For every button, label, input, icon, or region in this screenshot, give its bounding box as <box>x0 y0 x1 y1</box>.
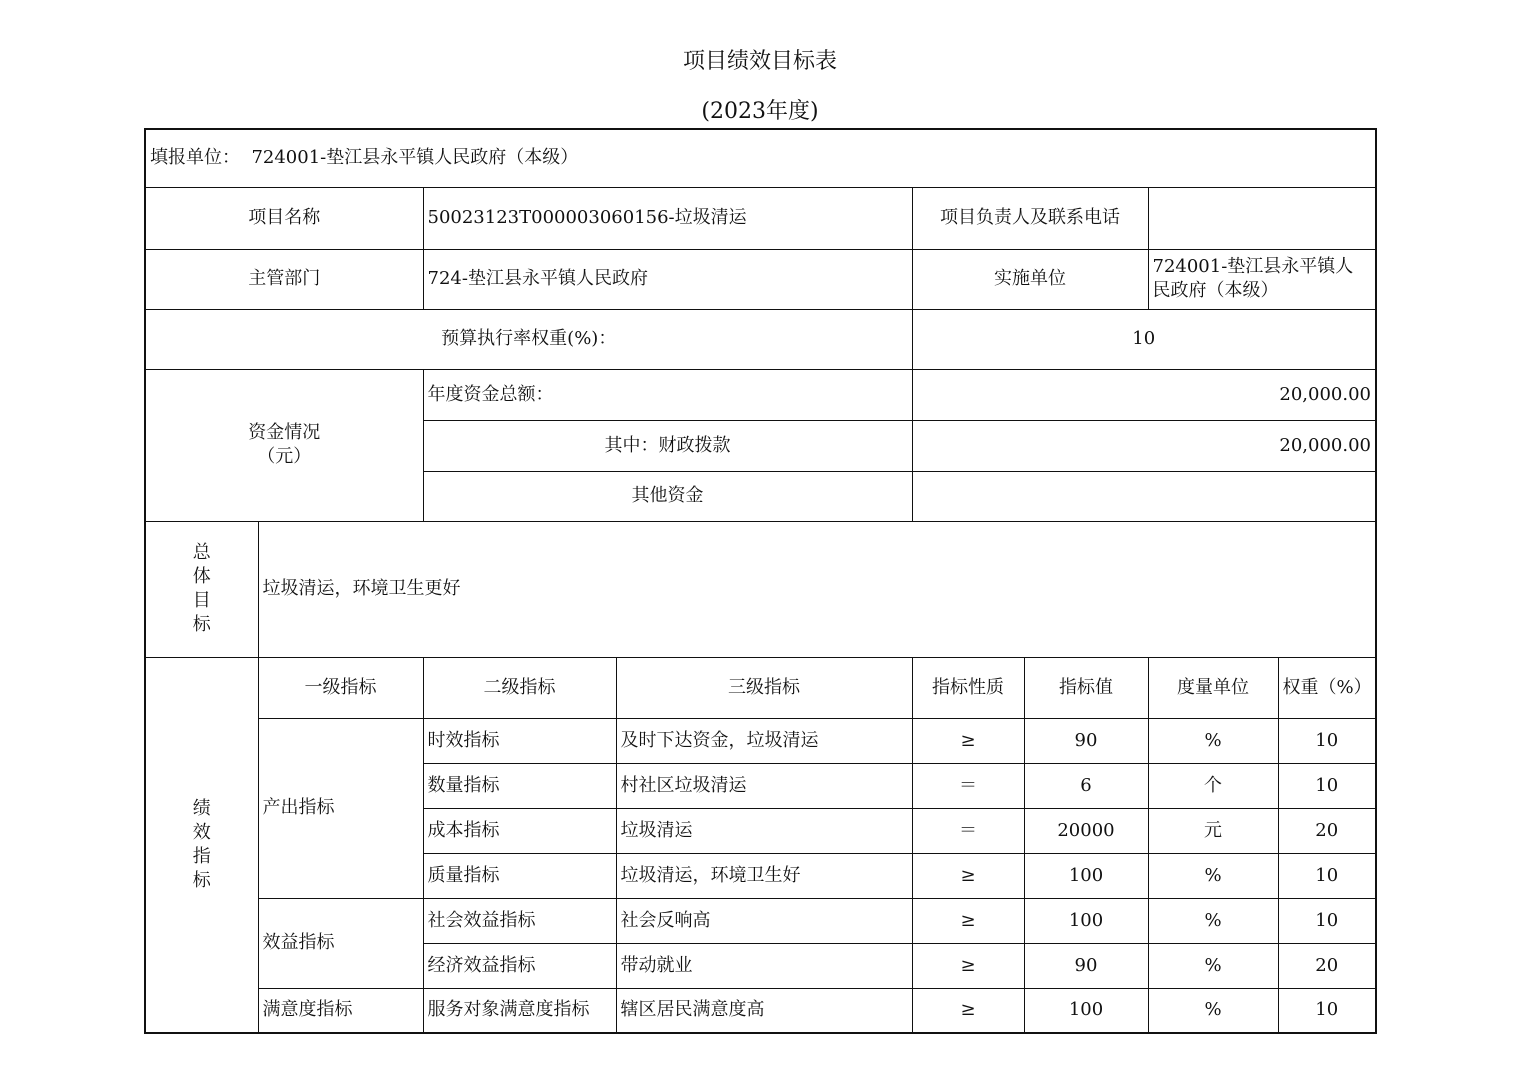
indicator-nature: ≥ <box>912 718 1024 763</box>
header-level1: 一级指标 <box>258 657 423 718</box>
indicator-level3: 垃圾清运 <box>616 808 912 853</box>
overall-goal-char: 标 <box>192 614 211 635</box>
impl-unit-label: 实施单位 <box>912 249 1148 309</box>
overall-goal-label <box>145 521 258 657</box>
header-level2: 二级指标 <box>423 657 616 718</box>
indicator-unit: % <box>1148 853 1278 898</box>
perf-label-char: 指 <box>192 845 211 867</box>
indicator-value: 90 <box>1024 718 1148 763</box>
project-lead-value <box>1148 187 1376 249</box>
indicator-unit: % <box>1148 943 1278 988</box>
overall-goal-value: 垃圾清运，环境卫生更好 <box>258 521 1376 657</box>
table-row <box>145 988 1376 1033</box>
budget-rate-label: 预算执行率权重(%)： <box>145 309 912 369</box>
page-subtitle: (2023年度) <box>701 99 819 124</box>
impl-unit-value: 724001-垫江县永平镇人民政府（本级） <box>1148 249 1376 309</box>
project-name-value: 50023123T000003060156-垃圾清运 <box>423 187 912 249</box>
indicator-weight: 20 <box>1278 943 1376 988</box>
budget-rate-value: 10 <box>912 309 1376 369</box>
indicator-unit: 个 <box>1148 763 1278 808</box>
indicator-level2: 社会效益指标 <box>423 898 616 943</box>
indicator-level3: 及时下达资金，垃圾清运 <box>616 718 912 763</box>
table-row <box>145 718 1376 763</box>
reporting-unit-cell <box>145 129 1376 187</box>
header-level3: 三级指标 <box>616 657 912 718</box>
indicator-level2: 数量指标 <box>423 763 616 808</box>
indicator-weight: 10 <box>1278 853 1376 898</box>
dept-value: 724-垫江县永平镇人民政府 <box>423 249 912 309</box>
page-title: 项目绩效目标表 <box>682 49 837 74</box>
indicator-level2: 质量指标 <box>423 853 616 898</box>
indicator-weight: 10 <box>1278 988 1376 1033</box>
indicator-weight: 10 <box>1278 718 1376 763</box>
indicator-nature: ≥ <box>912 943 1024 988</box>
indicator-value: 90 <box>1024 943 1148 988</box>
indicator-level3: 辖区居民满意度高 <box>616 988 912 1033</box>
funds-label-line1: 资金情况 <box>248 422 321 443</box>
overall-goal-char: 总 <box>192 542 211 563</box>
indicator-unit: % <box>1148 718 1278 763</box>
indicator-nature: ≥ <box>912 988 1024 1033</box>
indicator-unit: % <box>1148 988 1278 1033</box>
annual-total-value: 20,000.00 <box>912 369 1376 420</box>
header-value: 指标值 <box>1024 657 1148 718</box>
indicator-weight: 20 <box>1278 808 1376 853</box>
indicator-level2: 经济效益指标 <box>423 943 616 988</box>
indicator-weight: 10 <box>1278 898 1376 943</box>
perf-label-char: 标 <box>192 869 211 891</box>
indicator-unit: % <box>1148 898 1278 943</box>
indicator-value: 20000 <box>1024 808 1148 853</box>
reporting-unit-label: 填报单位： <box>150 147 240 169</box>
indicator-nature: ＝ <box>912 763 1024 808</box>
overall-goal-char: 目 <box>192 590 211 611</box>
indicator-value: 100 <box>1024 853 1148 898</box>
project-name-label: 项目名称 <box>145 187 423 249</box>
indicator-level3: 带动就业 <box>616 943 912 988</box>
funds-label <box>145 369 423 521</box>
table-row <box>145 898 1376 943</box>
indicator-nature: ≥ <box>912 853 1024 898</box>
fiscal-value: 20,000.00 <box>912 420 1376 471</box>
indicator-value: 6 <box>1024 763 1148 808</box>
indicator-level1: 效益指标 <box>258 898 423 988</box>
indicator-level2: 服务对象满意度指标 <box>423 988 616 1033</box>
project-lead-label: 项目负责人及联系电话 <box>912 187 1148 249</box>
indicator-level3: 社会反响高 <box>616 898 912 943</box>
fiscal-label: 其中：财政拨款 <box>423 420 912 471</box>
header-unit: 度量单位 <box>1148 657 1278 718</box>
header-weight: 权重（%） <box>1278 657 1376 718</box>
indicator-level2: 时效指标 <box>423 718 616 763</box>
header-nature: 指标性质 <box>912 657 1024 718</box>
funds-label-line2: （元） <box>257 446 312 467</box>
overall-goal-char: 体 <box>192 566 211 587</box>
perf-label <box>145 657 258 1033</box>
perf-label-char: 效 <box>192 821 211 843</box>
indicator-level2: 成本指标 <box>423 808 616 853</box>
indicator-unit: 元 <box>1148 808 1278 853</box>
indicator-level1: 满意度指标 <box>258 988 423 1033</box>
other-funds-value <box>912 471 1376 521</box>
indicator-nature: ≥ <box>912 898 1024 943</box>
indicator-nature: ＝ <box>912 808 1024 853</box>
indicator-level1: 产出指标 <box>258 718 423 898</box>
perf-label-char: 绩 <box>192 797 211 819</box>
indicator-value: 100 <box>1024 898 1148 943</box>
annual-total-label: 年度资金总额： <box>423 369 912 420</box>
other-funds-label: 其他资金 <box>423 471 912 521</box>
indicator-weight: 10 <box>1278 763 1376 808</box>
performance-table <box>144 128 1377 1034</box>
indicator-level3: 村社区垃圾清运 <box>616 763 912 808</box>
indicator-value: 100 <box>1024 988 1148 1033</box>
indicator-level3: 垃圾清运，环境卫生好 <box>616 853 912 898</box>
dept-label: 主管部门 <box>145 249 423 309</box>
reporting-unit-value: 724001-垫江县永平镇人民政府（本级） <box>251 147 579 169</box>
